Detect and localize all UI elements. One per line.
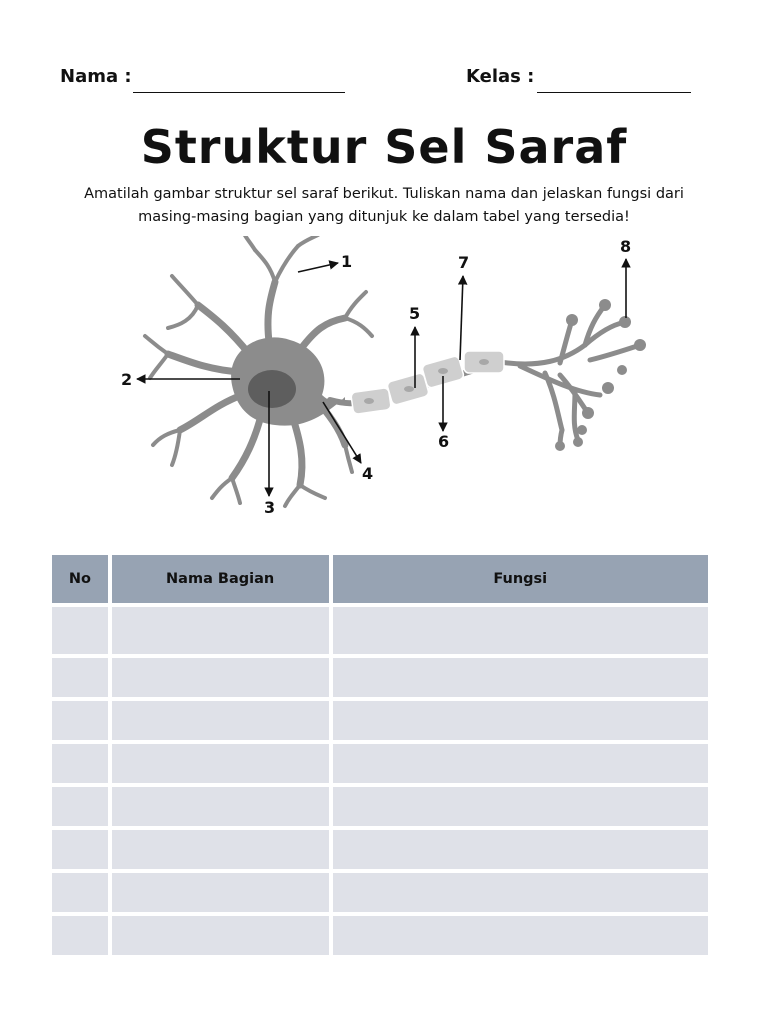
kelas-field <box>466 66 534 87</box>
label-1: 1 <box>341 252 353 271</box>
cell-nama-bagian[interactable] <box>112 658 329 697</box>
cell-nama-bagian[interactable] <box>112 916 329 955</box>
label-3: 3 <box>264 498 276 516</box>
cell-fungsi[interactable] <box>333 787 709 826</box>
kelas-answer-line[interactable] <box>537 92 691 93</box>
cell-fungsi[interactable] <box>333 916 709 955</box>
cell-fungsi[interactable] <box>333 830 709 869</box>
cell-nama-bagian[interactable] <box>112 701 329 740</box>
answer-table <box>48 551 712 959</box>
cell-fungsi[interactable] <box>333 607 709 654</box>
label-2: 2 <box>121 370 133 389</box>
label-4: 4 <box>362 464 374 483</box>
cell-fungsi[interactable] <box>333 744 709 783</box>
header-fungsi: Fungsi <box>333 555 709 603</box>
table-row <box>52 787 708 826</box>
cell-no[interactable] <box>52 744 108 783</box>
pointer-lines <box>137 259 626 496</box>
cell-fungsi[interactable] <box>333 873 709 912</box>
label-7: 7 <box>458 253 470 272</box>
table-row <box>52 701 708 740</box>
table-row <box>52 744 708 783</box>
kelas-label: Kelas : <box>466 66 535 87</box>
label-6: 6 <box>438 432 450 451</box>
cell-nama-bagian[interactable] <box>112 607 329 654</box>
cell-nama-bagian[interactable] <box>112 873 329 912</box>
cell-nama-bagian[interactable] <box>112 787 329 826</box>
instructions <box>40 183 728 229</box>
cell-no[interactable] <box>52 787 108 826</box>
table-row <box>52 873 708 912</box>
table-row <box>52 658 708 697</box>
cell-no[interactable] <box>52 701 108 740</box>
nama-label: Nama : <box>60 66 132 87</box>
cell-no[interactable] <box>52 916 108 955</box>
label-8: 8 <box>620 237 632 256</box>
cell-nama-bagian[interactable] <box>112 744 329 783</box>
page-title: Struktur Sel Saraf <box>140 120 628 174</box>
cell-no[interactable] <box>52 658 108 697</box>
table-row <box>52 830 708 869</box>
cell-no[interactable] <box>52 607 108 654</box>
cell-fungsi[interactable] <box>333 658 709 697</box>
cell-no[interactable] <box>52 830 108 869</box>
neuron-illustration <box>145 236 646 506</box>
nama-field <box>60 66 132 87</box>
nama-answer-line[interactable] <box>133 92 345 93</box>
table-row <box>52 916 708 955</box>
cell-no[interactable] <box>52 873 108 912</box>
header-no: No <box>52 555 108 603</box>
header-nama-bagian: Nama Bagian <box>112 555 329 603</box>
cell-nama-bagian[interactable] <box>112 830 329 869</box>
table-header-row <box>52 555 708 603</box>
table-row <box>52 607 708 654</box>
neuron-diagram <box>90 236 670 516</box>
nucleus <box>248 370 296 408</box>
cell-fungsi[interactable] <box>333 701 709 740</box>
label-5: 5 <box>409 304 421 323</box>
instructions-line-2: masing-masing bagian yang ditunjuk ke dalam tabel yang tersedia! <box>138 209 630 225</box>
instructions-line-1: Amatilah gambar struktur sel saraf berikut. Tuliskan nama dan jelaskan fungsi dari <box>84 186 684 202</box>
